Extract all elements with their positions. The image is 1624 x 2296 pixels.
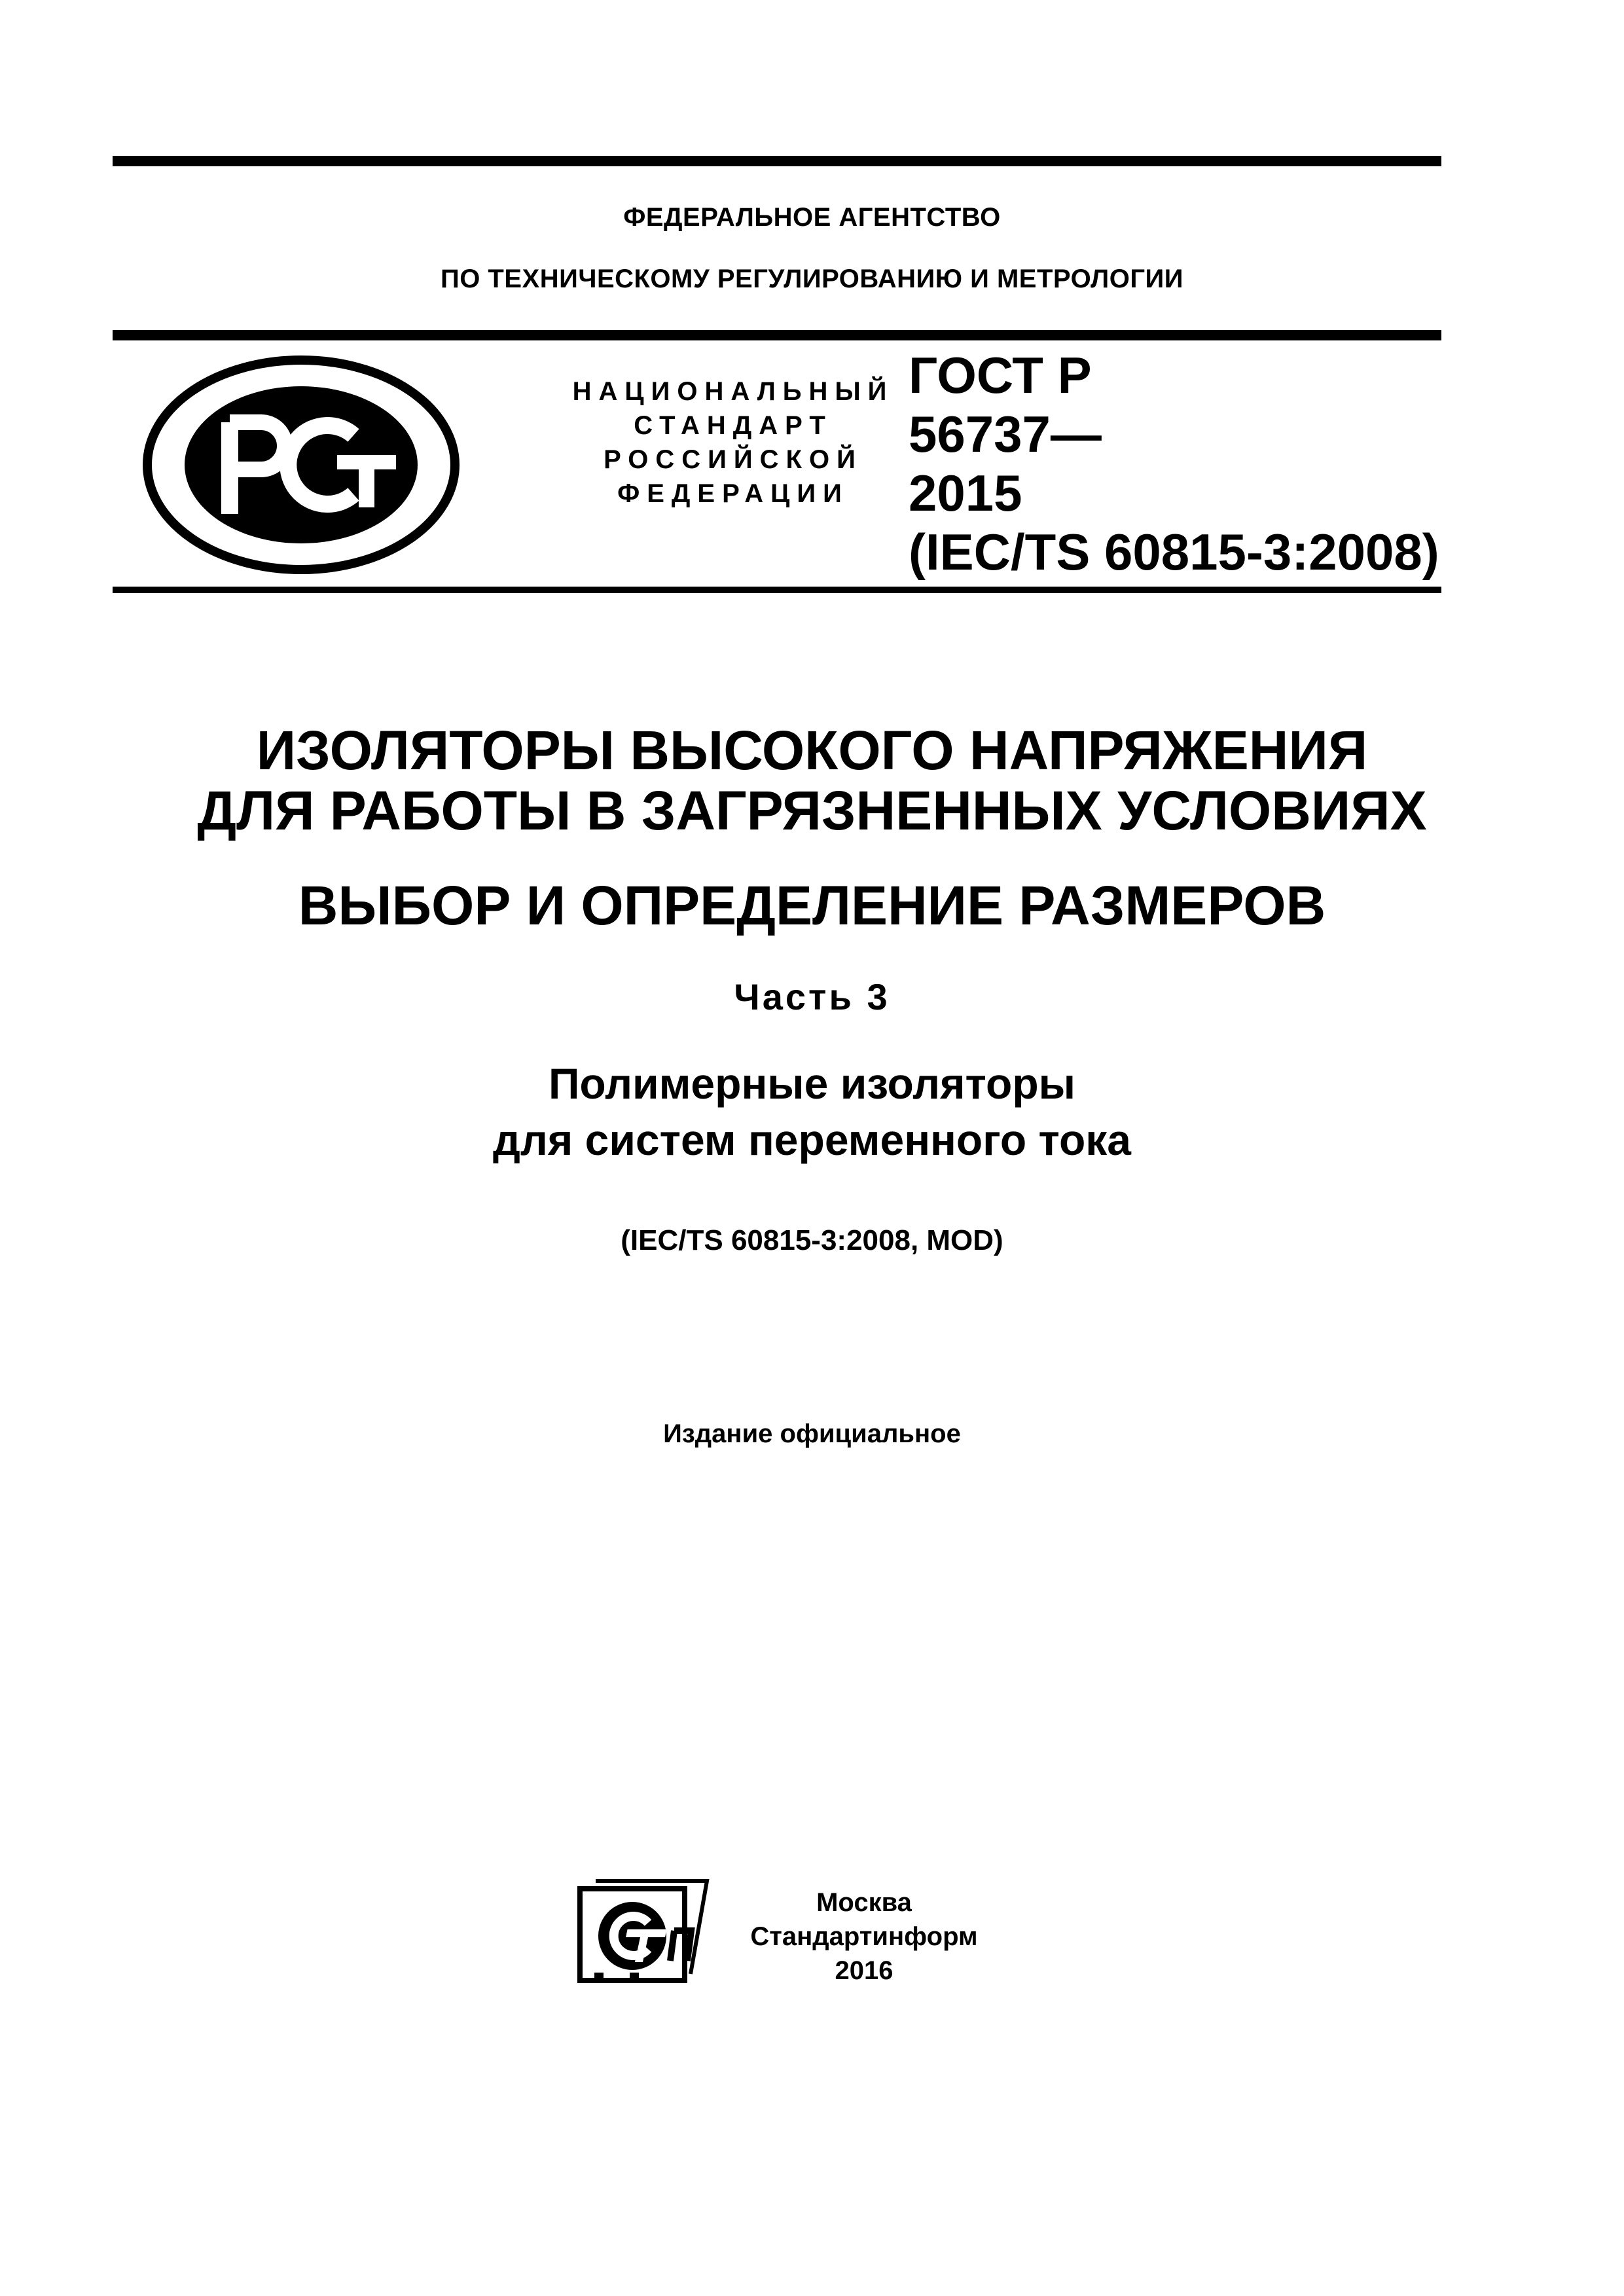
designation-line-3: 2015 xyxy=(909,464,1022,522)
designation-line-1: ГОСТ Р xyxy=(909,346,1092,404)
standard-designation xyxy=(909,346,1439,581)
publisher-year: 2016 xyxy=(835,1956,893,1985)
national-standard-line-4: ФЕДЕРАЦИИ xyxy=(617,479,849,508)
publisher-block xyxy=(720,1886,1008,1988)
title-line-3: ВЫБОР И ОПРЕДЕЛЕНИЕ РАЗМЕРОВ xyxy=(298,875,1326,936)
agency-line-1: ФЕДЕРАЛЬНОЕ АГЕНТСТВО xyxy=(623,203,1001,232)
national-standard-line-3: РОССИЙСКОЙ xyxy=(604,445,863,474)
national-standard-line-2: СТАНДАРТ xyxy=(634,411,833,440)
reference-code: (IEC/TS 60815-3:2008, MOD) xyxy=(621,1224,1003,1256)
header-rule xyxy=(113,330,1441,340)
edition-label: Издание официальное xyxy=(663,1419,961,1448)
part-label: Часть 3 xyxy=(734,976,890,1017)
publisher-name: Стандартинформ xyxy=(750,1922,978,1951)
title-line-2: ДЛЯ РАБОТЫ В ЗАГРЯЗНЕННЫХ УСЛОВИЯХ xyxy=(197,780,1427,841)
subtitle-line-1: Полимерные изоляторы xyxy=(548,1059,1076,1108)
block-rule xyxy=(113,587,1441,593)
designation-line-4: (IEC/TS 60815-3:2008) xyxy=(909,523,1439,581)
national-standard-caption xyxy=(524,374,943,511)
top-rule xyxy=(113,156,1441,166)
sti-logo-icon xyxy=(576,1876,713,1987)
rst-logo-icon xyxy=(137,350,465,579)
title-line-1: ИЗОЛЯТОРЫ ВЫСОКОГО НАПРЯЖЕНИЯ xyxy=(256,720,1368,781)
designation-line-2: 56737— xyxy=(909,405,1102,463)
publisher-city: Москва xyxy=(816,1888,912,1917)
subtitle-line-2: для систем переменного тока xyxy=(492,1116,1132,1164)
agency-line-2: ПО ТЕХНИЧЕСКОМУ РЕГУЛИРОВАНИЮ И МЕТРОЛОГИИ xyxy=(440,264,1184,293)
national-standard-line-1: НАЦИОНАЛЬНЫЙ xyxy=(572,377,894,406)
